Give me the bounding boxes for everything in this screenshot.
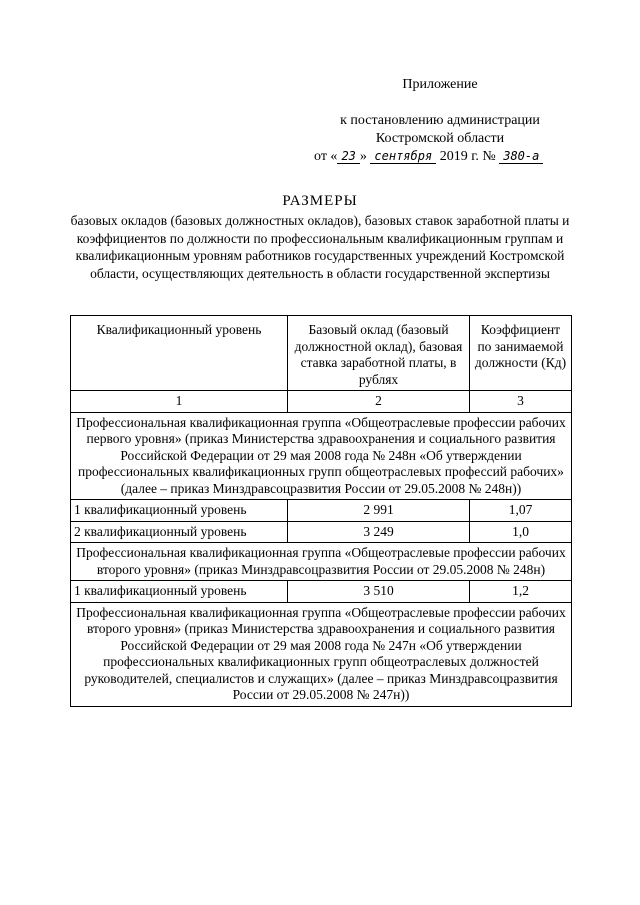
decree-number: 380-а bbox=[499, 149, 543, 164]
table-row bbox=[71, 581, 572, 603]
header-salary: Базовый оклад (базовый должностной оклад), базовая ставка заработной платы, в рублях bbox=[288, 316, 470, 391]
date-day: 23 bbox=[337, 149, 359, 164]
document-title: РАЗМЕРЫ bbox=[282, 193, 358, 209]
column-number: 3 bbox=[470, 391, 572, 413]
table-row bbox=[71, 521, 572, 543]
salary-cell: 2 991 bbox=[288, 500, 470, 522]
coef-cell: 1,07 bbox=[470, 500, 572, 522]
annex-date-line bbox=[300, 147, 604, 166]
salary-cell: 3 249 bbox=[288, 521, 470, 543]
date-month: сентября bbox=[370, 149, 436, 164]
date-year: 2019 г. № bbox=[439, 149, 496, 164]
annex-to: к постановлению администрации bbox=[340, 113, 540, 128]
group-text: Профессиональная квалификационная группа «Общеотраслевые профессии рабочих второго уровня» (приказ Минздравсоцразвития России от 29.05.2008 № 248н) bbox=[71, 543, 572, 581]
group-text: Профессиональная квалификационная группа «Общеотраслевые профессии рабочих второго уровня» (приказ Министерства здравоохранения и социального развития Российской Федерации от 29 мая 2008 года № 247н «Об утверждении профессиональных квалификационных групп общеотраслевых должностей руководителей, специалистов и служащих» (далее – приказ Минздравсоцразвития России от 29.05.2008 № 247н)) bbox=[71, 602, 572, 706]
level-cell: 2 квалификационный уровень bbox=[71, 521, 288, 543]
group-row bbox=[71, 602, 572, 706]
group-row bbox=[71, 543, 572, 581]
column-number: 2 bbox=[288, 391, 470, 413]
coef-cell: 1,2 bbox=[470, 581, 572, 603]
header-level: Квалификационный уровень bbox=[71, 316, 288, 391]
annex-region: Костромской области bbox=[375, 131, 505, 146]
table-header-row bbox=[71, 316, 572, 391]
column-number: 1 bbox=[71, 391, 288, 413]
salary-cell: 3 510 bbox=[288, 581, 470, 603]
date-prefix: от « bbox=[314, 149, 338, 164]
level-cell: 1 квалификационный уровень bbox=[71, 500, 288, 522]
table-row bbox=[71, 500, 572, 522]
coef-cell: 1,0 bbox=[470, 521, 572, 543]
level-cell: 1 квалификационный уровень bbox=[71, 581, 288, 603]
date-mid: » bbox=[359, 149, 367, 164]
annex-title: Приложение bbox=[402, 77, 478, 92]
column-number-row bbox=[71, 391, 572, 413]
header-coef: Коэффициент по занимаемой должности (Кд) bbox=[470, 316, 572, 391]
group-row bbox=[71, 412, 572, 500]
document-subtitle: базовых окладов (базовых должностных окладов), базовых ставок заработной платы и коэффициентов по должности по профессиональным квалификационным группам и квалификационным уровням работников государственных учреждений Костромской области, осуществляющих деятельность в области государственной экспертизы bbox=[70, 213, 570, 281]
group-text: Профессиональная квалификационная группа «Общеотраслевые профессии рабочих первого уровня» (приказ Министерства здравоохранения и социального развития Российской Федерации от 29 мая 2008 года № 248н «Об утверждении профессиональных квалификационных групп общеотраслевых профессий рабочих» (далее – приказ Минздравсоцразвития России от 29.05.2008 № 248н)) bbox=[71, 412, 572, 500]
salary-table bbox=[70, 315, 572, 707]
